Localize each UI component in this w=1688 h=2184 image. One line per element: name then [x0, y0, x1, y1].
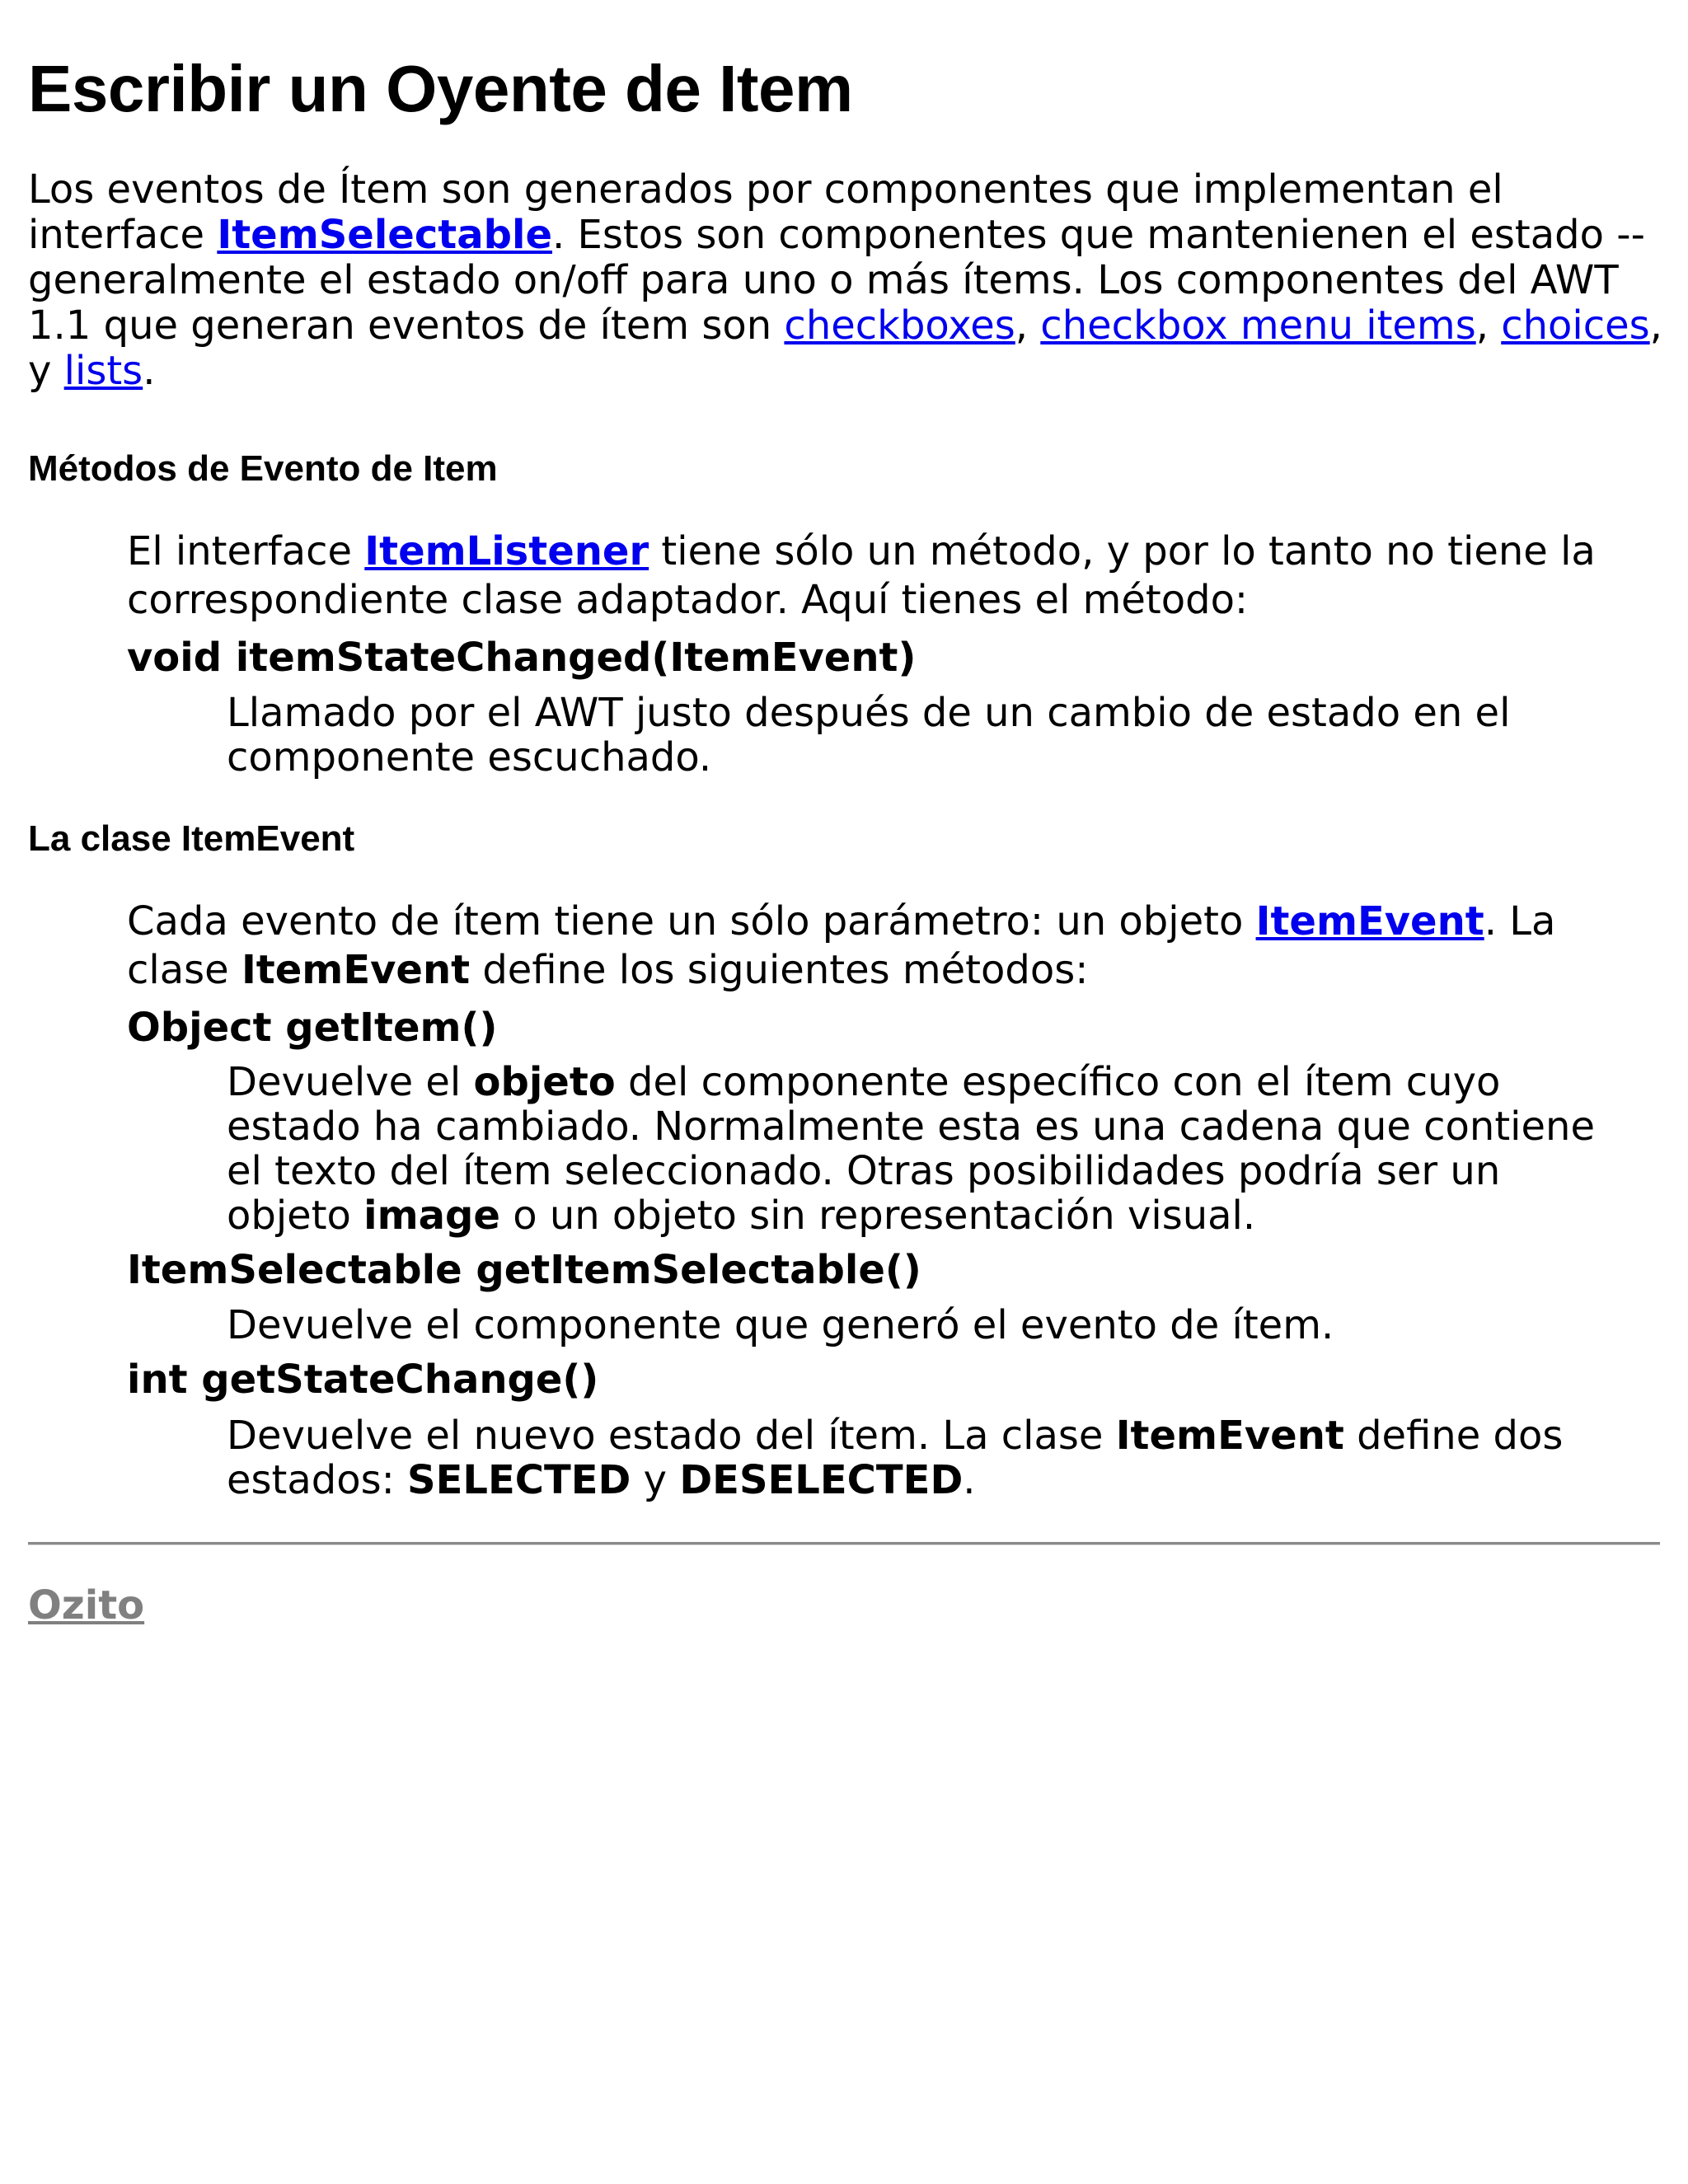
intro-text: Los eventos de Ítem son generados por componentes que implementan el interface — [28, 166, 1503, 258]
method-signature-getstatechange: int getStateChange() — [127, 1357, 599, 1403]
itemevent-link[interactable]: ItemEvent — [1255, 898, 1484, 944]
ozito-link[interactable]: Ozito — [28, 1582, 145, 1629]
description-text: Devuelve el — [227, 1059, 474, 1105]
class-name: ItemEvent — [241, 947, 471, 993]
description-text: define dos estados: — [227, 1413, 1564, 1503]
horizontal-rule — [28, 1542, 1660, 1545]
itemlistener-link[interactable]: ItemListener — [364, 528, 649, 574]
checkbox-menu-items-link[interactable]: checkbox menu items — [1040, 302, 1476, 349]
intro-text: . — [143, 348, 156, 394]
intro-text: , — [1015, 302, 1041, 349]
emphasis-text: objeto — [473, 1059, 616, 1105]
intro-text: , y — [28, 302, 1662, 394]
checkboxes-link[interactable]: checkboxes — [784, 302, 1015, 349]
listener-paragraph — [127, 527, 1602, 625]
description-text: y — [631, 1457, 680, 1503]
method-signature-getitem: Object getItem() — [127, 1005, 498, 1051]
description-text: del componente específico con el ítem cuyo estado ha cambiado. Normalmente esta es una cadena que contiene el texto del ítem seleccionado. Otras posibilidades podría ser un objeto — [227, 1059, 1595, 1239]
paragraph-text: El interface — [127, 528, 365, 574]
emphasis-text: SELECTED — [407, 1457, 631, 1503]
description-text: o un objeto sin representación visual. — [499, 1193, 1256, 1239]
section-heading-itemevent: La clase ItemEvent — [28, 818, 355, 859]
method-description-getitem — [227, 1060, 1611, 1238]
itemevent-paragraph — [127, 898, 1602, 995]
intro-paragraph — [28, 167, 1668, 394]
emphasis-text: image — [363, 1193, 500, 1239]
method-description-itemstatechanged: Llamado por el AWT justo después de un cambio de estado en el componente escuchado. — [227, 690, 1511, 780]
description-text: . — [963, 1457, 976, 1503]
emphasis-text: ItemEvent — [1115, 1413, 1344, 1459]
section-heading-methods: Métodos de Evento de Item — [28, 448, 498, 489]
paragraph-text: . La clase — [127, 898, 1556, 993]
itemselectable-link[interactable]: ItemSelectable — [217, 212, 553, 258]
intro-text: . Estos son componentes que mantenienen el estado -- generalmente el estado on/off para uno o más ítems. Los componentes del AWT 1.1 que generan eventos de ítem son — [28, 212, 1645, 349]
method-description-getitemselectable: Devuelve el componente que generó el evento de ítem. — [227, 1302, 1334, 1348]
paragraph-text: define los siguientes métodos: — [470, 947, 1089, 993]
description-text: Devuelve el nuevo estado del ítem. La clase — [227, 1413, 1116, 1459]
lists-link[interactable]: lists — [63, 348, 143, 394]
method-signature-getitemselectable: ItemSelectable getItemSelectable() — [127, 1247, 921, 1293]
intro-text: , — [1475, 302, 1502, 349]
paragraph-text: tiene sólo un método, y por lo tanto no tiene la correspondiente clase adaptador. Aquí tienes el método: — [127, 528, 1596, 623]
paragraph-text: Cada evento de ítem tiene un sólo parámetro: un objeto — [127, 898, 1256, 944]
emphasis-text: DESELECTED — [679, 1457, 964, 1503]
choices-link[interactable]: choices — [1501, 302, 1650, 349]
method-description-getstatechange — [227, 1413, 1611, 1502]
page-title: Escribir un Oyente de Item — [28, 52, 853, 125]
method-signature-itemstatechanged: void itemStateChanged(ItemEvent) — [127, 635, 917, 681]
